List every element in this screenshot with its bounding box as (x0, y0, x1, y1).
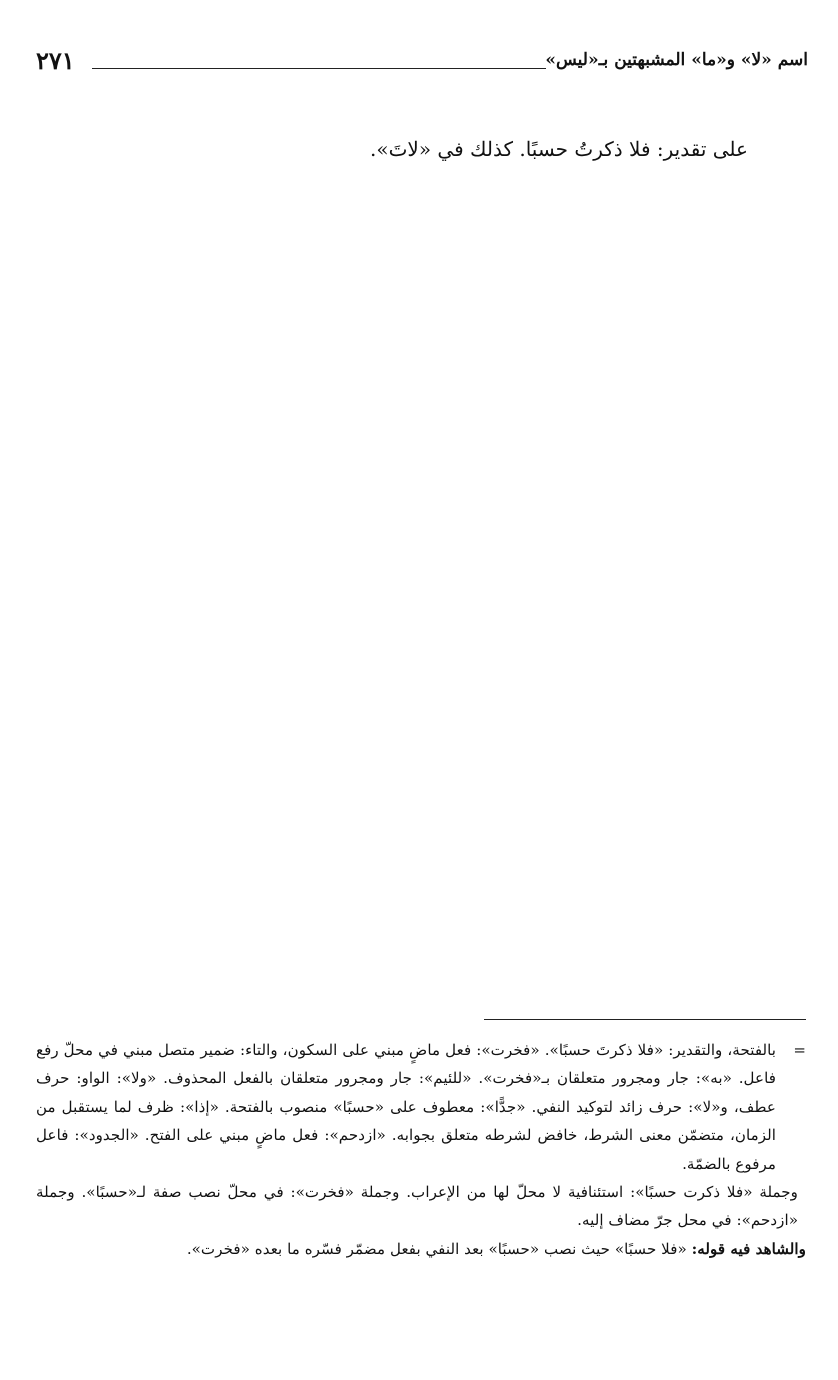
footnote-paragraph-1: بالفتحة، والتقدير: «فلا ذكرتَ حسبًا». «فخرت»: فعل ماضٍ مبني على السكون، والتاء: ضمير متصل مبني في محلّ رفع فاعل. «به»: جار ومجرور متعلقان بـ«فخرت». «للئيم»: جار ومجرور متعلقان بالفعل المحذوف. «ولا»: الواو: حرف عطف، و«لا»: حرف زائد لتوكيد النفي. «جدًّا»: معطوف على «حسبًا» منصوب بالفتحة. «إذا»: ظرف لما يستقبل من الزمان، متضمّن معنى الشرط، خافض لشرطه متعلق بجوابه. «ازدحم»: فعل ماضٍ مبني على الفتح. «الجدود»: فاعل مرفوع بالضمّة. (36, 1041, 776, 1173)
header-rule (92, 68, 546, 69)
footnotes (36, 1036, 806, 1263)
footnote-separator (484, 1019, 806, 1020)
footnote-shahid (36, 1235, 806, 1263)
chapter-title: اسم «لا» و«ما» المشبهتين بـ«ليس» (545, 50, 808, 70)
page-number: ٢٧١ (36, 46, 75, 75)
main-text: على تقدير: فلا ذكرتُ حسبًا. كذلك في «لاتَ». (370, 137, 748, 161)
footnote-continuation (36, 1036, 806, 1178)
shahid-text: «فلا حسبًا» حيث نصب «حسبًا» بعد النفي بفعل مضمّر فسّره ما بعده «فخرت». (186, 1239, 687, 1258)
running-header (36, 46, 808, 80)
footnote-paragraph-2: وجملة «فلا ذكرت حسبًا»: استئنافية لا محلّ لها من الإعراب. وجملة «فخرت»: في محلّ نصب صفة لـ«حسبًا». وجملة «ازدحم»: في محل جرّ مضاف إليه. (36, 1183, 798, 1230)
continuation-marker: = (793, 1041, 806, 1059)
shahid-lead: والشاهد فيه قوله: (691, 1239, 806, 1258)
